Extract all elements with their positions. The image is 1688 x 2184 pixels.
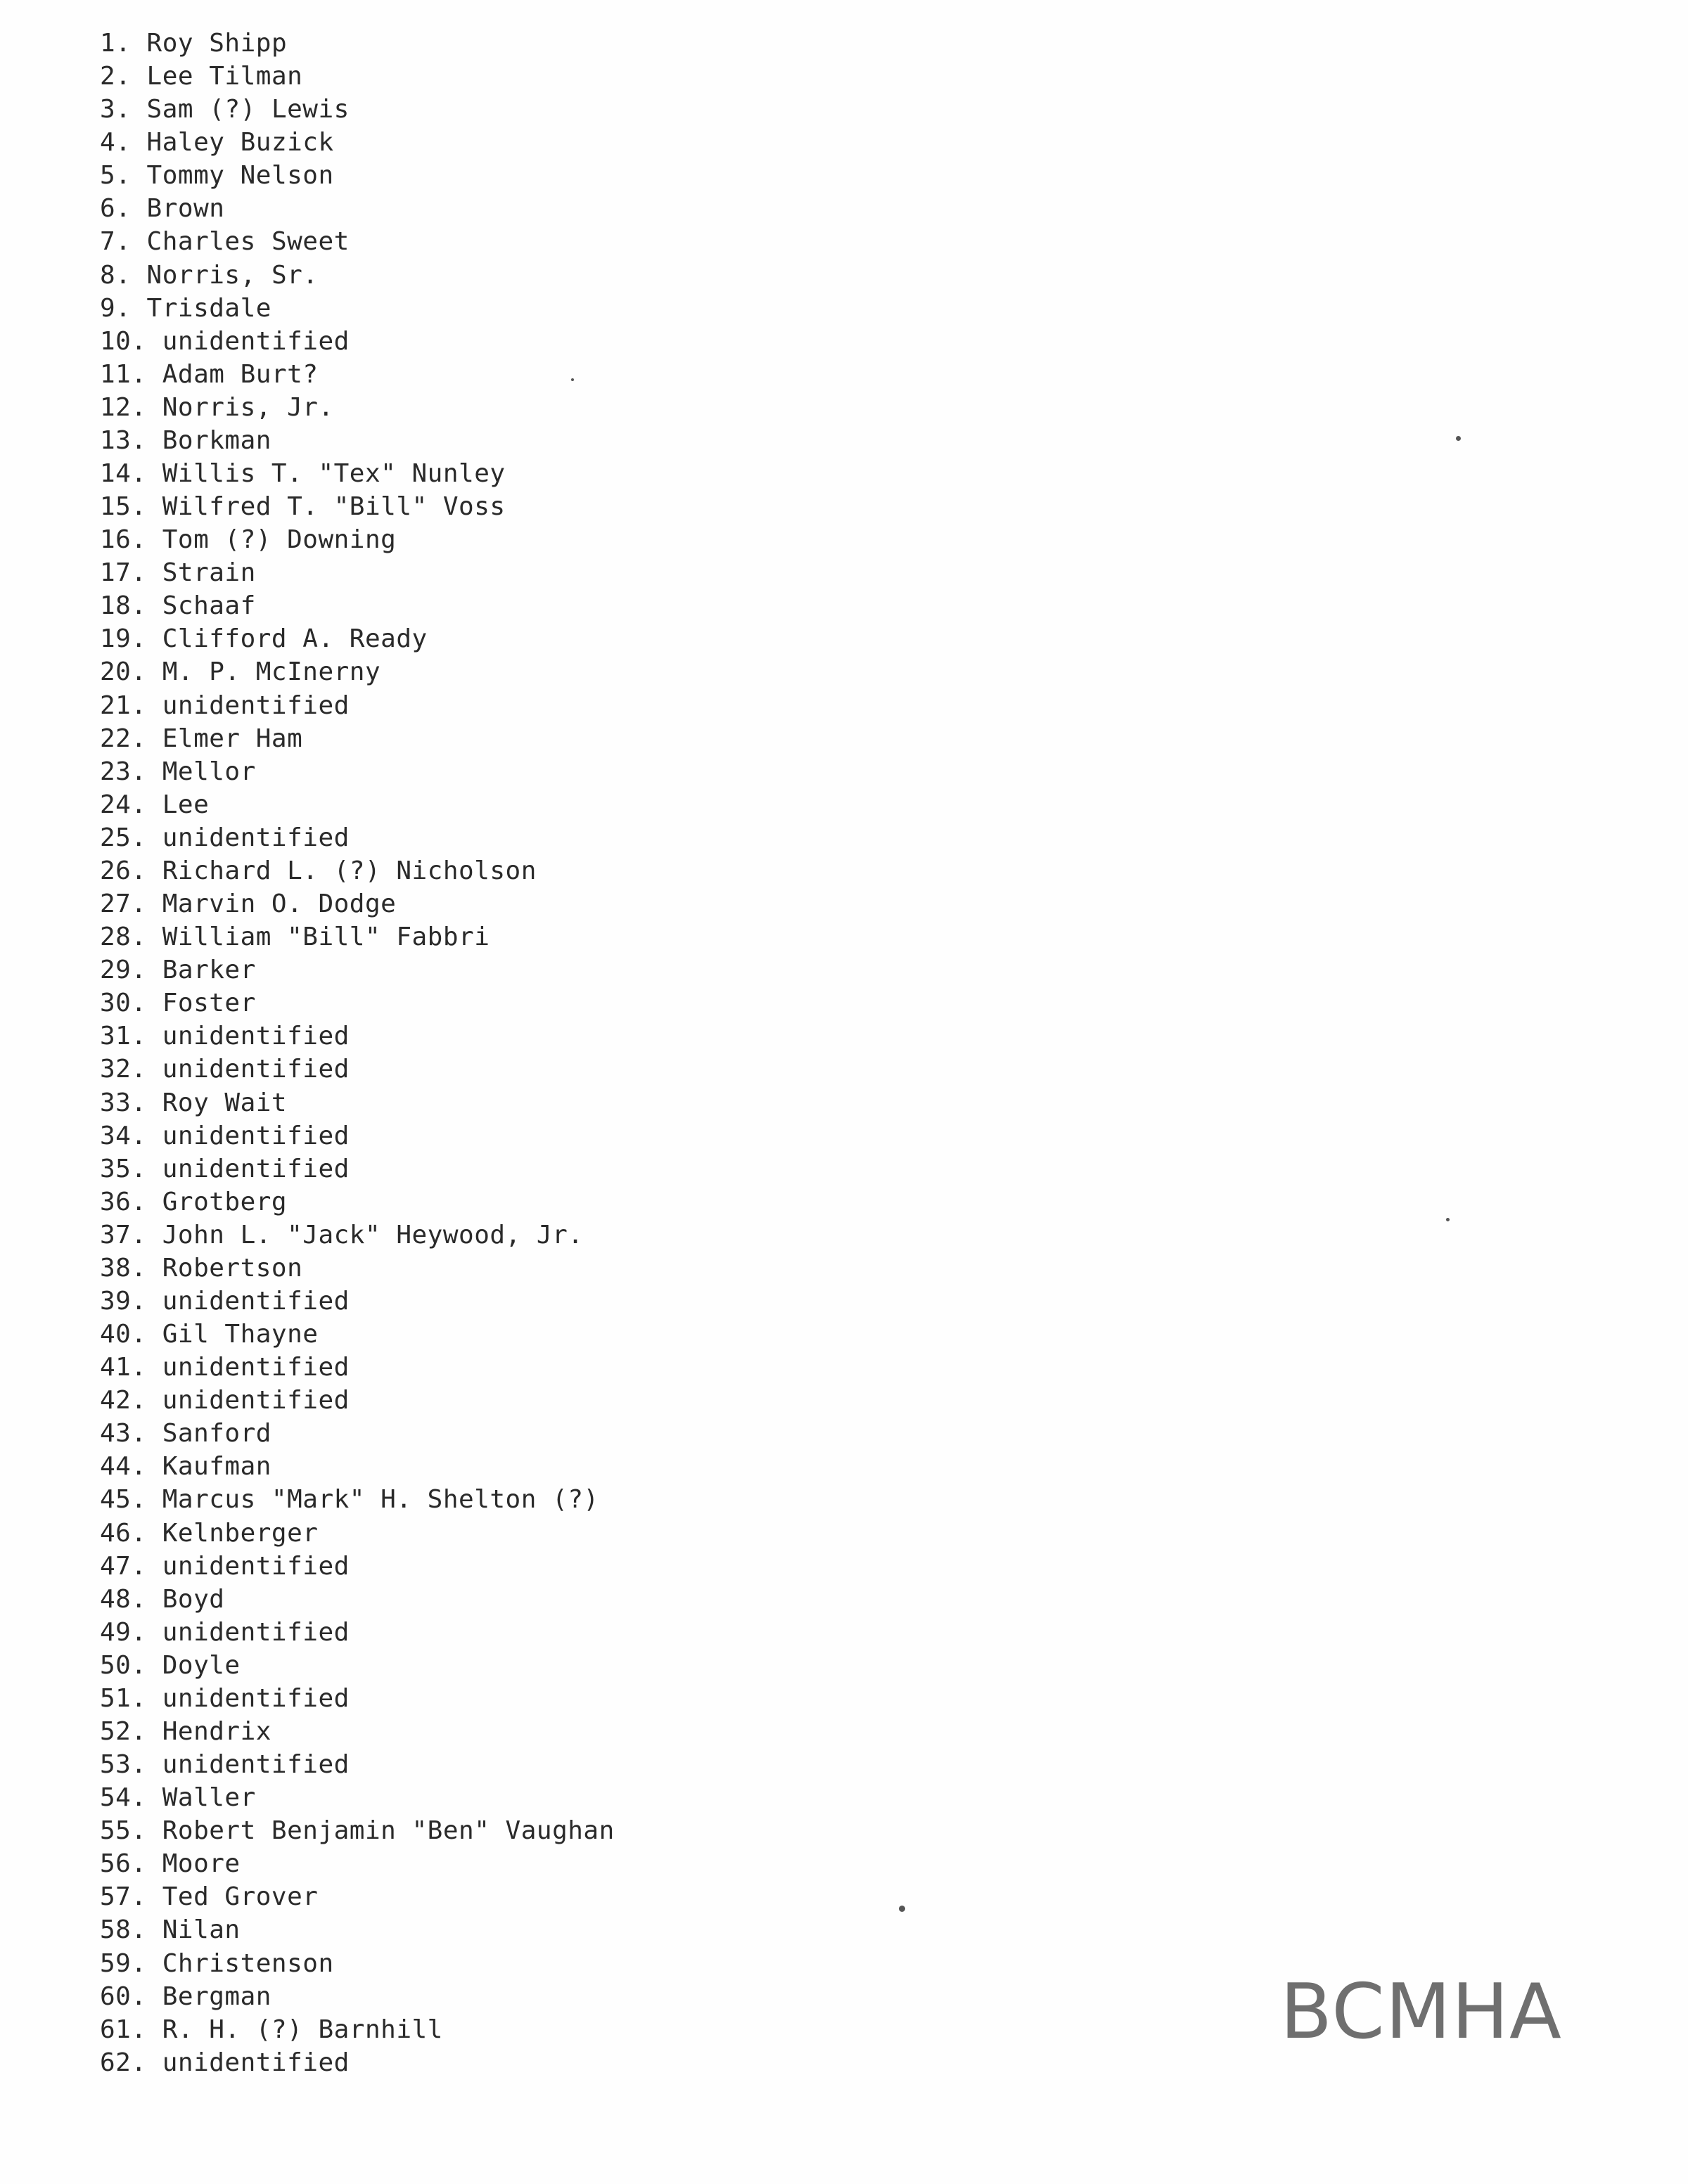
list-item-name: Lee Tilman xyxy=(146,62,303,91)
list-item-number: 60. xyxy=(100,1981,147,2011)
list-item-name: Roy Shipp xyxy=(146,29,288,58)
list-item-number: 61. xyxy=(100,2015,147,2044)
list-item-name: Norris, Sr. xyxy=(146,260,319,290)
list-item xyxy=(100,1252,615,1285)
list-item-number: 5. xyxy=(100,161,132,191)
list-item-name: Ted Grover xyxy=(162,1882,319,1912)
list-item-name: unidentified xyxy=(162,2048,350,2077)
list-item xyxy=(100,1450,615,1483)
list-item-name: Bergman xyxy=(162,1981,271,2011)
list-item-number: 11. xyxy=(100,359,147,389)
list-item-number: 15. xyxy=(100,492,147,522)
list-item-name: Kelnberger xyxy=(162,1518,319,1548)
list-item-number: 35. xyxy=(100,1154,147,1183)
scan-speck xyxy=(899,1906,905,1912)
list-item-name: Waller xyxy=(162,1783,256,1813)
list-item-number: 20. xyxy=(100,657,147,687)
list-item-name: unidentified xyxy=(162,1022,350,1051)
list-item-number: 53. xyxy=(100,1750,147,1780)
list-item-number: 7. xyxy=(100,227,132,257)
list-item-name: William "Bill" Fabbri xyxy=(162,923,490,952)
list-item xyxy=(100,126,615,159)
list-item xyxy=(100,1947,615,1980)
list-item-name: Hendrix xyxy=(162,1716,271,1746)
list-item xyxy=(100,1053,615,1086)
list-item xyxy=(100,722,615,755)
list-item-name: Schaaf xyxy=(162,591,256,621)
list-item-number: 16. xyxy=(100,525,147,555)
list-item-number: 32. xyxy=(100,1055,147,1084)
list-item-name: Brown xyxy=(146,194,225,224)
list-item-name: Lee xyxy=(162,790,210,819)
list-item-name: M. P. McInerny xyxy=(162,657,381,687)
list-item-number: 41. xyxy=(100,1353,147,1382)
list-item xyxy=(100,987,615,1020)
list-item xyxy=(100,788,615,821)
list-item xyxy=(100,1814,615,1847)
list-item-number: 24. xyxy=(100,790,147,819)
list-item-name: unidentified xyxy=(162,690,350,720)
list-item-name: unidentified xyxy=(162,1750,350,1780)
list-item-name: Boyd xyxy=(162,1584,225,1614)
list-item-name: Norris, Jr. xyxy=(162,392,334,422)
list-item-name: Elmer Ham xyxy=(162,724,303,753)
list-item-name: Nilan xyxy=(162,1915,241,1945)
list-item-number: 23. xyxy=(100,757,147,786)
list-item xyxy=(100,854,615,887)
list-item-name: Kaufman xyxy=(162,1452,271,1482)
list-item-name: Roy Wait xyxy=(162,1088,288,1117)
list-item-number: 58. xyxy=(100,1915,147,1945)
list-item-name: Tom (?) Downing xyxy=(162,525,397,555)
list-item-number: 28. xyxy=(100,923,147,952)
list-item-number: 49. xyxy=(100,1617,147,1647)
list-item-number: 9. xyxy=(100,293,132,323)
list-item xyxy=(100,755,615,788)
list-item xyxy=(100,920,615,953)
list-item-number: 47. xyxy=(100,1551,147,1581)
list-item xyxy=(100,1020,615,1053)
list-item xyxy=(100,1318,615,1351)
list-item-number: 6. xyxy=(100,194,132,224)
list-item-name: Christenson xyxy=(162,1948,334,1978)
list-item-number: 31. xyxy=(100,1022,147,1051)
list-item-number: 30. xyxy=(100,989,147,1018)
list-item xyxy=(100,589,615,622)
list-item-name: Robert Benjamin "Ben" Vaughan xyxy=(162,1816,615,1846)
list-item-number: 40. xyxy=(100,1320,147,1349)
list-item xyxy=(100,1119,615,1152)
list-item xyxy=(100,2013,615,2046)
list-item xyxy=(100,1715,615,1748)
list-item-number: 57. xyxy=(100,1882,147,1912)
list-item-number: 42. xyxy=(100,1386,147,1415)
list-item-number: 1. xyxy=(100,29,132,58)
list-item-name: R. H. (?) Barnhill xyxy=(162,2015,443,2044)
list-item-number: 10. xyxy=(100,326,147,356)
list-item-number: 48. xyxy=(100,1584,147,1614)
list-item-number: 37. xyxy=(100,1220,147,1250)
list-item-number: 39. xyxy=(100,1286,147,1316)
list-item-number: 43. xyxy=(100,1419,147,1448)
list-item-number: 34. xyxy=(100,1121,147,1150)
list-item-name: unidentified xyxy=(162,1154,350,1183)
list-item-name: Grotberg xyxy=(162,1187,288,1216)
list-item-name: unidentified xyxy=(162,326,350,356)
list-item-number: 59. xyxy=(100,1948,147,1978)
list-item xyxy=(100,325,615,358)
list-item-name: Moore xyxy=(162,1849,241,1879)
bcmha-watermark: BCMHA xyxy=(1280,1968,1562,2056)
list-item xyxy=(100,1913,615,1946)
list-item-number: 2. xyxy=(100,62,132,91)
list-item-name: Gil Thayne xyxy=(162,1320,319,1349)
list-item-name: Barker xyxy=(162,956,256,985)
list-item xyxy=(100,1351,615,1384)
list-item-name: unidentified xyxy=(162,1617,350,1647)
scan-speck xyxy=(1446,1218,1450,1221)
list-item xyxy=(100,424,615,457)
list-item-number: 18. xyxy=(100,591,147,621)
scan-speck xyxy=(1456,436,1461,441)
list-item-number: 56. xyxy=(100,1849,147,1879)
list-item xyxy=(100,159,615,192)
list-item-name: Foster xyxy=(162,989,256,1018)
list-item-name: Sam (?) Lewis xyxy=(146,95,350,124)
list-item-name: Strain xyxy=(162,558,256,588)
list-item-name: Mellor xyxy=(162,757,256,786)
list-item-name: John L. "Jack" Heywood, Jr. xyxy=(162,1220,584,1250)
list-item-number: 17. xyxy=(100,558,147,588)
list-item xyxy=(100,1219,615,1252)
list-item xyxy=(100,1748,615,1781)
list-item-number: 3. xyxy=(100,95,132,124)
list-item-name: Trisdale xyxy=(146,293,271,323)
list-item xyxy=(100,60,615,93)
list-item-name: Marvin O. Dodge xyxy=(162,889,397,919)
list-item xyxy=(100,1649,615,1682)
list-item-number: 14. xyxy=(100,459,147,489)
list-item-number: 46. xyxy=(100,1518,147,1548)
list-item-number: 33. xyxy=(100,1088,147,1117)
list-item xyxy=(100,1285,615,1318)
list-item xyxy=(100,1186,615,1219)
list-item xyxy=(100,689,615,722)
list-item-number: 36. xyxy=(100,1187,147,1216)
list-item-number: 55. xyxy=(100,1816,147,1846)
list-item-number: 54. xyxy=(100,1783,147,1813)
scan-speck xyxy=(571,378,574,381)
list-item-name: unidentified xyxy=(162,1551,350,1581)
list-item xyxy=(100,1384,615,1417)
list-item xyxy=(100,1583,615,1616)
list-item xyxy=(100,457,615,490)
list-item-number: 21. xyxy=(100,690,147,720)
list-item-name: Richard L. (?) Nicholson xyxy=(162,856,537,885)
name-list xyxy=(100,27,615,2079)
list-item xyxy=(100,655,615,688)
list-item-name: Wilfred T. "Bill" Voss xyxy=(162,492,506,522)
list-item-name: Haley Buzick xyxy=(146,128,334,158)
list-item-name: Tommy Nelson xyxy=(146,161,334,191)
list-item-name: Doyle xyxy=(162,1650,241,1680)
list-item-name: unidentified xyxy=(162,823,350,852)
list-item xyxy=(100,292,615,325)
list-item xyxy=(100,1880,615,1913)
list-item xyxy=(100,887,615,920)
list-item-name: unidentified xyxy=(162,1683,350,1713)
list-item-number: 50. xyxy=(100,1650,147,1680)
list-item-number: 52. xyxy=(100,1716,147,1746)
list-item xyxy=(100,490,615,523)
list-item-number: 25. xyxy=(100,823,147,852)
list-item-name: unidentified xyxy=(162,1353,350,1382)
list-item xyxy=(100,622,615,655)
list-item-number: 26. xyxy=(100,856,147,885)
list-item-name: Willis T. "Tex" Nunley xyxy=(162,459,506,489)
list-item-name: Marcus "Mark" H. Shelton (?) xyxy=(162,1485,599,1515)
list-item xyxy=(100,523,615,556)
list-item xyxy=(100,1616,615,1649)
list-item xyxy=(100,27,615,60)
list-item xyxy=(100,2046,615,2079)
list-item xyxy=(100,1517,615,1550)
list-item xyxy=(100,93,615,126)
list-item-name: unidentified xyxy=(162,1286,350,1316)
list-item xyxy=(100,556,615,589)
list-item-name: Borkman xyxy=(162,425,271,455)
list-item-number: 4. xyxy=(100,128,132,158)
list-item-name: unidentified xyxy=(162,1055,350,1084)
list-item xyxy=(100,358,615,391)
list-item xyxy=(100,953,615,987)
list-item xyxy=(100,1550,615,1583)
list-item-name: Adam Burt? xyxy=(162,359,319,389)
list-item xyxy=(100,1152,615,1186)
list-item-number: 27. xyxy=(100,889,147,919)
list-item-number: 29. xyxy=(100,956,147,985)
list-item-number: 62. xyxy=(100,2048,147,2077)
list-item xyxy=(100,1980,615,2013)
list-item xyxy=(100,259,615,292)
list-item-number: 8. xyxy=(100,260,132,290)
list-item-number: 22. xyxy=(100,724,147,753)
list-item-name: Sanford xyxy=(162,1419,271,1448)
list-item-name: unidentified xyxy=(162,1121,350,1150)
list-item-number: 19. xyxy=(100,624,147,654)
list-item xyxy=(100,821,615,854)
list-item xyxy=(100,1682,615,1715)
list-item xyxy=(100,1781,615,1814)
list-item-number: 44. xyxy=(100,1452,147,1482)
list-item-number: 51. xyxy=(100,1683,147,1713)
list-item xyxy=(100,1086,615,1119)
list-item-name: Charles Sweet xyxy=(146,227,350,257)
list-item xyxy=(100,192,615,225)
list-item xyxy=(100,1847,615,1880)
list-item xyxy=(100,1483,615,1516)
list-item-number: 38. xyxy=(100,1253,147,1283)
list-item-name: unidentified xyxy=(162,1386,350,1415)
list-item-name: Clifford A. Ready xyxy=(162,624,428,654)
list-item xyxy=(100,391,615,424)
list-item xyxy=(100,225,615,258)
list-item xyxy=(100,1417,615,1450)
list-item-number: 13. xyxy=(100,425,147,455)
list-item-number: 45. xyxy=(100,1485,147,1515)
list-item-number: 12. xyxy=(100,392,147,422)
list-item-name: Robertson xyxy=(162,1253,303,1283)
